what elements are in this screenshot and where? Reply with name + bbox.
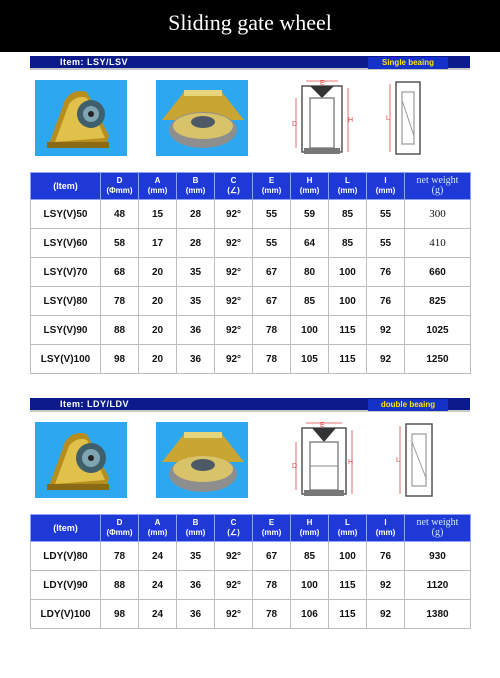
- header-label: net weight: [416, 517, 459, 528]
- cell-i: 92: [367, 600, 405, 629]
- cell-h: 80: [291, 258, 329, 287]
- cell-e: 78: [253, 316, 291, 345]
- header-label: H: [306, 518, 313, 527]
- table-row: [31, 600, 471, 629]
- header-e: [253, 173, 291, 200]
- cell-i: 92: [367, 571, 405, 600]
- cell-e: 78: [253, 571, 291, 600]
- cell-h: 85: [291, 542, 329, 571]
- table-header-row: [31, 515, 471, 542]
- cell-b: 35: [177, 258, 215, 287]
- header-unit: (mm): [337, 186, 358, 195]
- table-row: [31, 571, 471, 600]
- cell-b: 28: [177, 200, 215, 229]
- cell-b: 36: [177, 345, 215, 374]
- header-label: A: [154, 518, 161, 527]
- cell-b: 35: [177, 542, 215, 571]
- header-h: [291, 515, 329, 542]
- cell-d: 78: [101, 287, 139, 316]
- header-c: [215, 173, 253, 200]
- table-body: [31, 542, 471, 629]
- header-b: [177, 173, 215, 200]
- header-label: net weight: [416, 175, 459, 186]
- table-row: [31, 345, 471, 374]
- cell-net-weight: 410: [405, 229, 471, 258]
- table-body: [31, 200, 471, 374]
- cell-item: LDY(V)80: [31, 542, 101, 571]
- header-net-weight: [405, 173, 471, 200]
- header-unit: (mm): [261, 528, 282, 537]
- cell-l: 85: [329, 229, 367, 258]
- section-double-bearing: [30, 398, 470, 638]
- cell-e: 78: [253, 600, 291, 629]
- header-unit: (g): [431, 185, 444, 196]
- header-label: C: [230, 518, 237, 527]
- dimension-label: E: [320, 80, 325, 87]
- header-unit: (mm): [299, 186, 320, 195]
- header-unit: (Item): [53, 523, 78, 533]
- product-photo-front: [35, 80, 127, 156]
- cell-i: 55: [367, 200, 405, 229]
- header-d: [101, 173, 139, 200]
- cell-c: 92°: [215, 600, 253, 629]
- header-unit: (Φmm): [106, 528, 133, 537]
- header-net-weight: [405, 515, 471, 542]
- cell-i: 76: [367, 542, 405, 571]
- item-label: Item: LDY/LDV: [60, 399, 130, 409]
- cell-c: 92°: [215, 316, 253, 345]
- header-unit: (mm): [375, 528, 396, 537]
- header-label: B: [192, 518, 199, 527]
- cell-h: 85: [291, 287, 329, 316]
- cell-i: 55: [367, 229, 405, 258]
- table-header-row: [31, 173, 471, 200]
- cell-l: 100: [329, 542, 367, 571]
- cell-c: 92°: [215, 258, 253, 287]
- header-label: A: [154, 176, 161, 185]
- technical-drawing-side: [394, 420, 446, 500]
- table-row: [31, 542, 471, 571]
- header-c: [215, 515, 253, 542]
- cell-d: 88: [101, 571, 139, 600]
- cell-b: 36: [177, 571, 215, 600]
- header-unit: (mm): [299, 528, 320, 537]
- cell-a: 15: [139, 200, 177, 229]
- spec-table: [30, 514, 471, 629]
- cell-d: 58: [101, 229, 139, 258]
- cell-i: 92: [367, 316, 405, 345]
- cell-l: 115: [329, 316, 367, 345]
- cell-item: LSY(V)50: [31, 200, 101, 229]
- cell-i: 76: [367, 258, 405, 287]
- cell-a: 20: [139, 287, 177, 316]
- technical-drawing-side: [384, 78, 436, 158]
- cell-c: 92°: [215, 287, 253, 316]
- header-label: H: [306, 176, 313, 185]
- cell-net-weight: 1380: [405, 600, 471, 629]
- cell-l: 85: [329, 200, 367, 229]
- cell-net-weight: 930: [405, 542, 471, 571]
- table-row: [31, 200, 471, 229]
- technical-drawing-front: [292, 420, 358, 500]
- cell-c: 92°: [215, 229, 253, 258]
- dimension-label: D: [292, 463, 298, 470]
- header-label: E: [268, 518, 275, 527]
- table-row: [31, 287, 471, 316]
- cell-e: 78: [253, 345, 291, 374]
- header-item: [31, 173, 101, 200]
- dimension-label: H: [348, 459, 354, 466]
- bearing-type-tag: double beaing: [368, 399, 448, 411]
- cell-l: 100: [329, 258, 367, 287]
- header-i: [367, 515, 405, 542]
- table-row: [31, 316, 471, 345]
- cell-h: 100: [291, 571, 329, 600]
- cell-item: LSY(V)100: [31, 345, 101, 374]
- cell-net-weight: 1120: [405, 571, 471, 600]
- cell-item: LDY(V)100: [31, 600, 101, 629]
- cell-l: 115: [329, 571, 367, 600]
- dimension-label: H: [348, 117, 354, 124]
- product-photo-angle: [156, 422, 248, 498]
- header-label: C: [230, 176, 237, 185]
- header-label: E: [268, 176, 275, 185]
- cell-c: 92°: [215, 542, 253, 571]
- cell-l: 115: [329, 345, 367, 374]
- title-banner: [0, 0, 500, 52]
- header-i: [367, 173, 405, 200]
- cell-item: LDY(V)90: [31, 571, 101, 600]
- cell-net-weight: 300: [405, 200, 471, 229]
- cell-b: 28: [177, 229, 215, 258]
- header-label: D: [116, 176, 123, 185]
- header-a: [139, 515, 177, 542]
- cell-a: 24: [139, 542, 177, 571]
- cell-net-weight: 1025: [405, 316, 471, 345]
- cell-d: 48: [101, 200, 139, 229]
- cell-d: 68: [101, 258, 139, 287]
- cell-b: 36: [177, 316, 215, 345]
- header-label: L: [345, 176, 350, 185]
- cell-a: 20: [139, 258, 177, 287]
- header-unit: (mm): [337, 528, 358, 537]
- cell-h: 59: [291, 200, 329, 229]
- cell-e: 67: [253, 258, 291, 287]
- header-a: [139, 173, 177, 200]
- header-unit: (Φmm): [106, 186, 133, 195]
- section-single-bearing: [30, 56, 470, 376]
- cell-a: 24: [139, 600, 177, 629]
- section-header-bar: [30, 56, 470, 70]
- cell-b: 36: [177, 600, 215, 629]
- header-unit: (Item): [53, 181, 78, 191]
- cell-b: 35: [177, 287, 215, 316]
- cell-net-weight: 1250: [405, 345, 471, 374]
- cell-d: 78: [101, 542, 139, 571]
- cell-item: LSY(V)60: [31, 229, 101, 258]
- cell-e: 67: [253, 542, 291, 571]
- header-item: [31, 515, 101, 542]
- header-unit: (mm): [185, 528, 206, 537]
- cell-net-weight: 660: [405, 258, 471, 287]
- cell-item: LSY(V)80: [31, 287, 101, 316]
- header-label: I: [384, 518, 387, 527]
- technical-drawing-front: [292, 78, 354, 158]
- cell-a: 24: [139, 571, 177, 600]
- cell-a: 17: [139, 229, 177, 258]
- cell-l: 100: [329, 287, 367, 316]
- bearing-type-tag: Single beaing: [368, 57, 448, 69]
- cell-e: 67: [253, 287, 291, 316]
- header-label: D: [116, 518, 123, 527]
- cell-d: 98: [101, 600, 139, 629]
- header-unit: (g): [431, 527, 444, 538]
- product-photo-angle: [156, 80, 248, 156]
- cell-h: 106: [291, 600, 329, 629]
- header-d: [101, 515, 139, 542]
- cell-h: 64: [291, 229, 329, 258]
- header-unit: (∠): [227, 186, 240, 195]
- cell-item: LSY(V)90: [31, 316, 101, 345]
- header-unit: (mm): [147, 186, 168, 195]
- cell-e: 55: [253, 229, 291, 258]
- cell-h: 100: [291, 316, 329, 345]
- section-header-bar: [30, 398, 470, 412]
- dimension-label: E: [320, 422, 325, 429]
- cell-i: 92: [367, 345, 405, 374]
- cell-c: 92°: [215, 571, 253, 600]
- item-label: Item: LSY/LSV: [60, 57, 129, 67]
- product-photo-front: [35, 422, 127, 498]
- header-label: B: [192, 176, 199, 185]
- header-unit: (∠): [227, 528, 240, 537]
- cell-c: 92°: [215, 200, 253, 229]
- cell-d: 88: [101, 316, 139, 345]
- table-row: [31, 229, 471, 258]
- cell-a: 20: [139, 316, 177, 345]
- cell-i: 76: [367, 287, 405, 316]
- header-l: [329, 515, 367, 542]
- dimension-label: L: [386, 115, 390, 122]
- dimension-label: D: [292, 121, 298, 128]
- cell-item: LSY(V)70: [31, 258, 101, 287]
- header-unit: (mm): [147, 528, 168, 537]
- page-title: Sliding gate wheel: [168, 10, 332, 35]
- dimension-label: L: [396, 457, 400, 464]
- header-unit: (mm): [261, 186, 282, 195]
- header-b: [177, 515, 215, 542]
- cell-e: 55: [253, 200, 291, 229]
- cell-h: 105: [291, 345, 329, 374]
- header-l: [329, 173, 367, 200]
- cell-net-weight: 825: [405, 287, 471, 316]
- table-row: [31, 258, 471, 287]
- cell-a: 20: [139, 345, 177, 374]
- header-h: [291, 173, 329, 200]
- spec-table: [30, 172, 471, 374]
- header-label: L: [345, 518, 350, 527]
- header-label: I: [384, 176, 387, 185]
- header-unit: (mm): [375, 186, 396, 195]
- cell-l: 115: [329, 600, 367, 629]
- cell-c: 92°: [215, 345, 253, 374]
- header-e: [253, 515, 291, 542]
- cell-d: 98: [101, 345, 139, 374]
- header-unit: (mm): [185, 186, 206, 195]
